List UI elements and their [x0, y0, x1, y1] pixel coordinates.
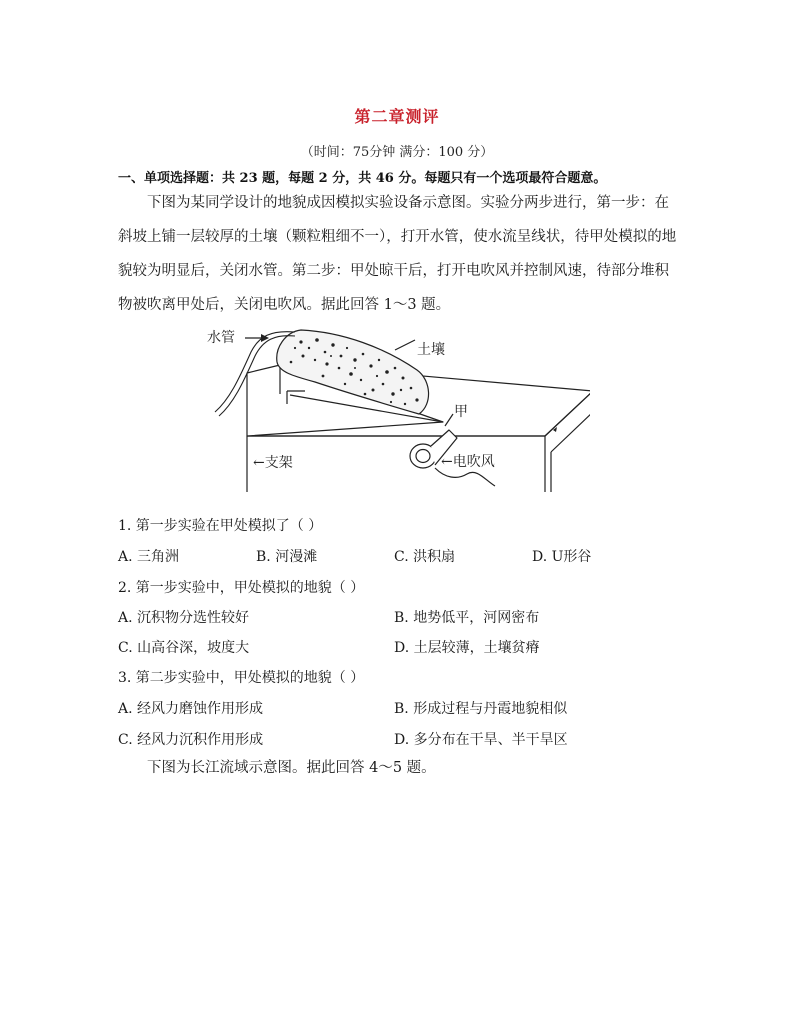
question-intro: 下图为某同学设计的地貌成因模拟实验设备示意图。实验分两步进行，第一步：在斜坡上铺一层较厚的土壤（颗粒粗细不一），打开水管，使水流呈线状，待甲处模拟的地貌较为明显后，关闭水管。第二步：甲处晾干后，打开电吹风并控制风速，待部分堆积物被吹离甲处后，关闭电吹风。据此回答 1～3 题。 [118, 195, 677, 313]
pipe-label: 水管 [207, 330, 235, 346]
question-1-option-c[interactable]: C. 洪积扇 [394, 549, 456, 565]
jia-label: 甲 [454, 404, 468, 420]
question-3-option-c[interactable]: C. 经风力沉积作用形成 [118, 732, 264, 748]
section-heading: 一、单项选择题：共 23 题，每题 2 分，共 46 分。每题只有一个选项最符合题意。 [118, 171, 607, 186]
question-1-option-d[interactable]: D. U形谷 [532, 549, 592, 565]
question-2-option-c[interactable]: C. 山高谷深，坡度大 [118, 640, 250, 656]
question-1-option-a[interactable]: A. 三角洲 [118, 549, 180, 565]
question-3-option-a[interactable]: A. 经风力磨蚀作用形成 [118, 701, 264, 717]
question-2-option-a[interactable]: A. 沉积物分选性较好 [118, 610, 250, 626]
stand-label: ←支架 [253, 455, 293, 471]
question-1-stem: 1. 第一步实验在甲处模拟了（ ） [118, 518, 323, 534]
question-2-option-d[interactable]: D. 土层较薄，土壤贫瘠 [394, 640, 540, 656]
question-3-option-b[interactable]: B. 形成过程与丹霞地貌相似 [394, 701, 568, 717]
dryer-label: ←电吹风 [441, 454, 495, 470]
experiment-diagram [205, 318, 590, 496]
soil-label: 土壤 [417, 342, 445, 358]
question-2-stem: 2. 第一步实验中，甲处模拟的地貌（ ） [118, 580, 365, 596]
question-3-option-d[interactable]: D. 多分布在干旱、半干旱区 [394, 732, 568, 748]
exam-info: （时间：75分钟 满分：100 分） [300, 145, 494, 160]
next-question-intro: 下图为长江流域示意图。据此回答 4～5 题。 [147, 760, 436, 776]
page-title: 第二章测评 [354, 107, 440, 126]
question-3-stem: 3. 第二步实验中，甲处模拟的地貌（ ） [118, 670, 365, 686]
question-2-option-b[interactable]: B. 地势低平，河网密布 [394, 610, 540, 626]
question-1-option-b[interactable]: B. 河漫滩 [256, 549, 318, 565]
